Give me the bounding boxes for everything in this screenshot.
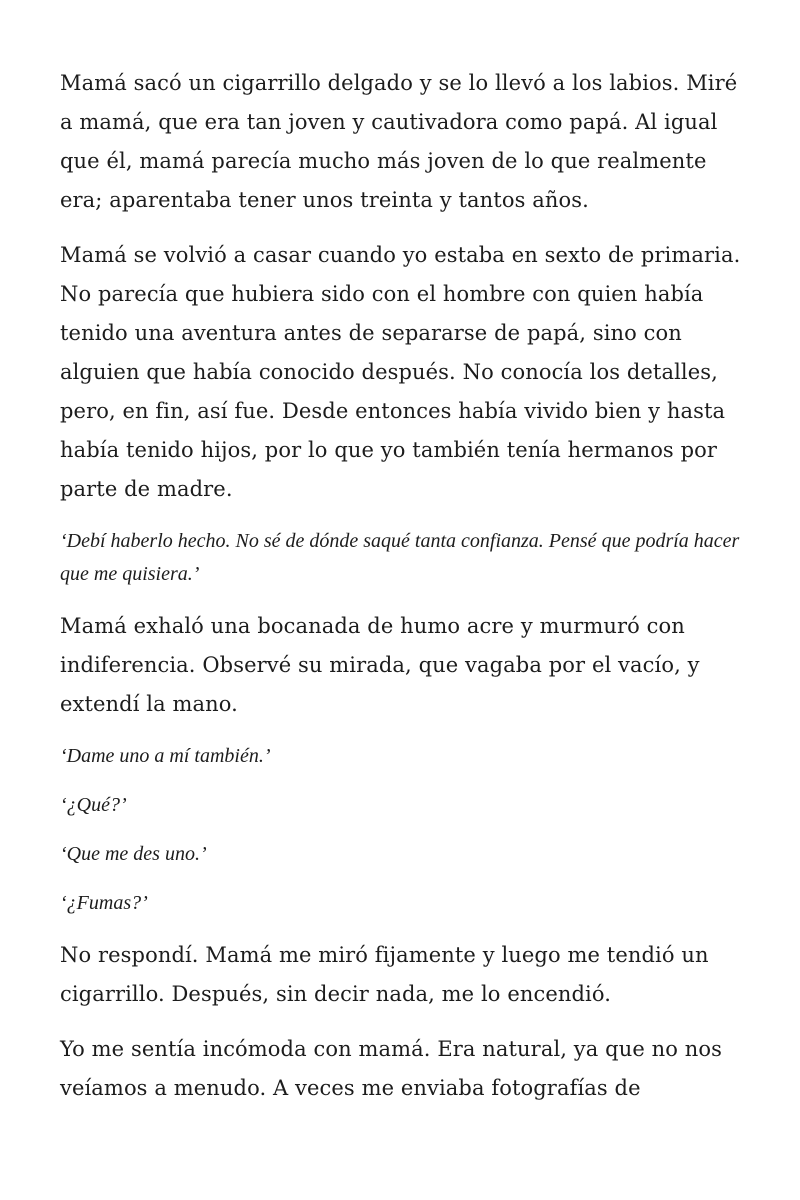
dialogue-line: ‘¿Qué?’ xyxy=(60,794,127,816)
paragraph: Mamá se volvió a casar cuando yo estaba en sexto de primaria. No parecía que hubiera sido con el hombre con quien había tenido una aventura antes de separarse de papá, sino con alguien que había conocido después. No conocía los detalles, pero, en fin, así fue. Desde entonces había vivido bien y hasta había tenido hijos, por lo que yo también tenía hermanos por parte de madre. xyxy=(60,243,741,501)
dialogue-line: ‘Debí haberlo hecho. No sé de dónde saqué tanta confianza. Pensé que podría hacer que me quisiera.’ xyxy=(60,530,740,585)
paragraph: Mamá sacó un cigarrillo delgado y se lo llevó a los labios. Miré a mamá, que era tan joven y cautivadora como papá. Al igual que él, mamá parecía mucho más joven de lo que realmente era; aparentaba tener unos treinta y tantos años. xyxy=(60,71,738,212)
dialogue-line: ‘Dame uno a mí también.’ xyxy=(60,745,271,767)
dialogue-line: ‘Que me des uno.’ xyxy=(60,843,207,865)
paragraph: No respondí. Mamá me miró fijamente y luego me tendió un cigarrillo. Después, sin decir nada, me lo encendió. xyxy=(60,943,709,1006)
paragraph: Mamá exhaló una bocanada de humo acre y murmuró con indiferencia. Observé su mirada, que vagaba por el vacío, y extendí la mano. xyxy=(60,614,700,716)
dialogue-line: ‘¿Fumas?’ xyxy=(60,892,148,914)
page-body xyxy=(60,64,750,1124)
paragraph: Yo me sentía incómoda con mamá. Era natural, ya que no nos veíamos a menudo. A veces me enviaba fotografías de xyxy=(60,1037,723,1100)
